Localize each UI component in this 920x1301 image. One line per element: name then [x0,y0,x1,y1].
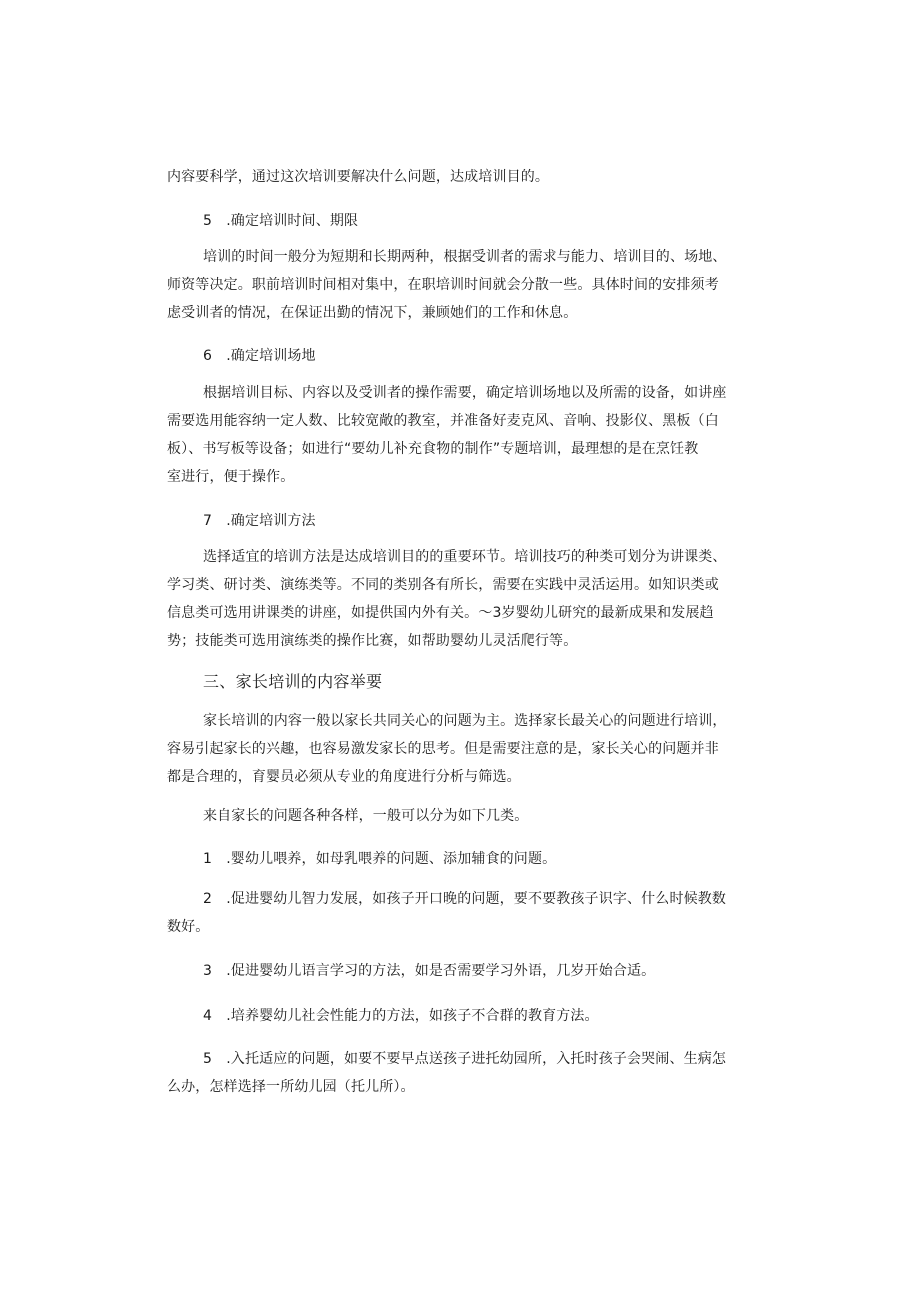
paragraph-line: 来自家长的问题各种各样，一般可以分为如下几类。 [203,808,529,824]
list-item-4: 4 .培养婴幼儿社会性能力的方法，如孩子不合群的教育方法。 [203,1008,599,1024]
paragraph-line: 势；技能类可选用演练类的操作比赛，如帮助婴幼儿灵活爬行等。 [167,633,578,649]
paragraph-line: 选择适宜的培训方法是达成培训目的的重要环节。培训技巧的种类可划分为讲课类、 [203,549,727,565]
list-item-1: 1 .婴幼儿喂养，如母乳喂养的问题、添加辅食的问题。 [203,851,557,867]
paragraph-line: 室进行，便于操作。 [167,469,295,485]
paragraph-line: 板）、书写板等设备；如进行“要幼儿补充食物的制作”专题培训，最理想的是在烹饪教 [167,441,699,457]
paragraph-line: 学习类、研讨类、演练类等。不同的类别各有所长，需要在实践中灵活运用。如知识类或 [167,577,719,593]
list-item-5-continued: 么办，怎样选择一所幼儿园（托儿所）。 [167,1079,415,1095]
list-item-2: 2 .促进婴幼儿智力发展，如孩子开口晚的问题，要不要教孩子识字、什么时候教数 [203,891,727,907]
paragraph-line: 都是合理的，育婴员必须从专业的角度进行分析与筛选。 [167,769,521,785]
list-item-3: 3 .促进婴幼儿语言学习的方法，如是否需要学习外语，几岁开始合适。 [203,963,656,979]
paragraph-line: 虑受训者的情况，在保证出勤的情况下，兼顾她们的工作和休息。 [167,305,578,321]
paragraph-line: 信息类可选用讲课类的讲座，如提供国内外有关。～3岁婴幼儿研究的最新成果和发展趋 [167,605,714,621]
paragraph-line: 根据培训目标、内容以及受训者的操作需要，确定培训场地以及所需的设备，如讲座 [203,385,727,401]
paragraph-line: 内容要科学，通过这次培训要解决什么问题，达成培训目的。 [167,169,550,185]
paragraph-line: 家长培训的内容一般以家长共同关心的问题为主。选择家长最关心的问题进行培训， [203,713,727,729]
paragraph-line: 培训的时间一般分为短期和长期两种，根据受训者的需求与能力、培训目的、场地、 [203,249,727,265]
chapter-heading: 三、家长培训的内容举要 [203,672,383,691]
list-item-2-continued: 数好。 [167,919,210,935]
paragraph-line: 需要选用能容纳一定人数、比较宽敞的教室，并准备好麦克风、音响、投影仪、黑板（白 [167,413,719,429]
paragraph-line: 师资等决定。职前培训时间相对集中，在职培训时间就会分散一些。具体时间的安排须考 [167,277,719,293]
section-heading-7: 7 .确定培训方法 [203,513,316,529]
section-heading-6: 6 .确定培训场地 [203,348,316,364]
paragraph-line: 容易引起家长的兴趣，也容易激发家长的思考。但是需要注意的是，家长关心的问题并非 [167,741,719,757]
list-item-5: 5 .入托适应的问题，如要不要早点送孩子进托幼园所，入托时孩子会哭闹、生病怎 [203,1051,727,1067]
section-heading-5: 5 .确定培训时间、期限 [203,213,359,229]
